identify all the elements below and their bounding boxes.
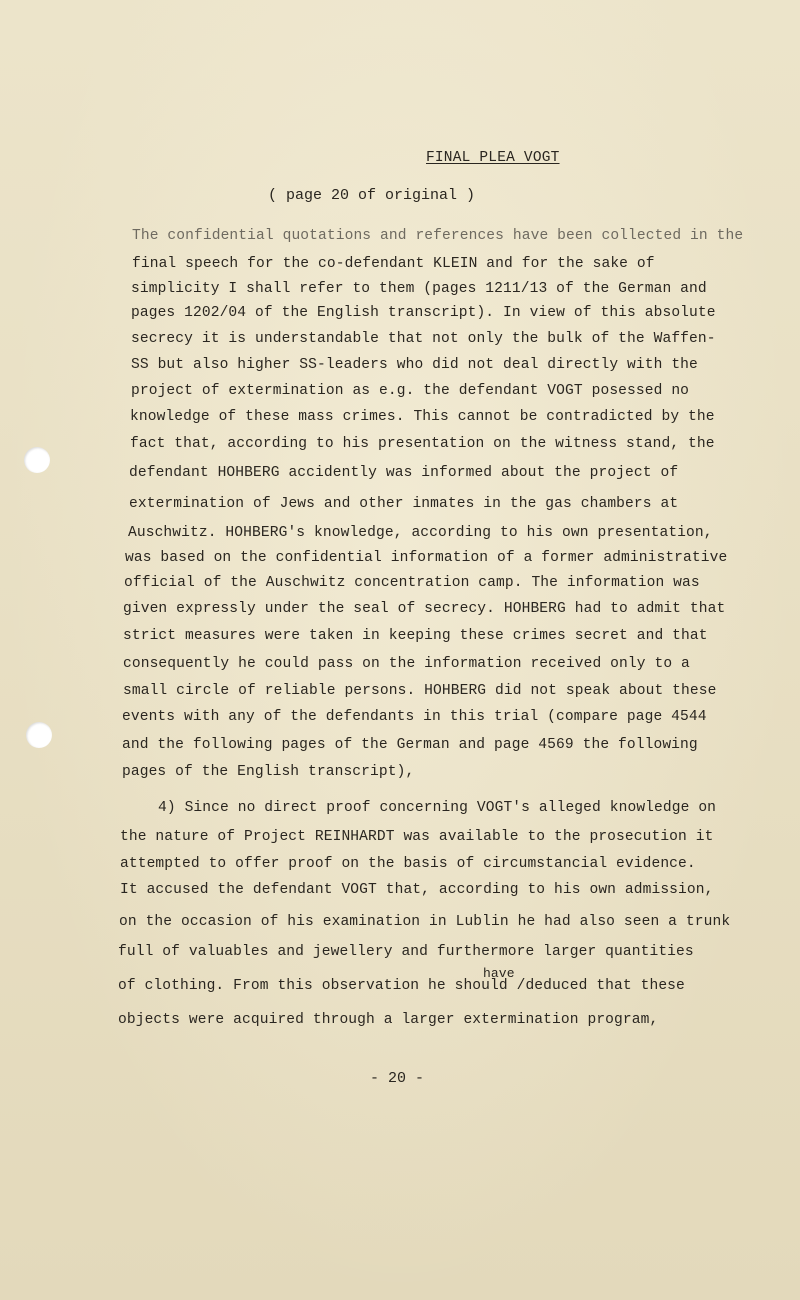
text-line: on the occasion of his examination in Lublin he had also seen a trunk <box>119 914 731 930</box>
text-line: The confidential quotations and references have been collected in the <box>132 228 744 244</box>
page-number: - 20 - <box>370 1070 425 1087</box>
text-line: full of valuables and jewellery and furthermore larger quantities <box>118 944 694 960</box>
text-line: objects were acquired through a larger extermination program, <box>118 1012 659 1028</box>
interlinear-insertion: have <box>483 966 515 981</box>
text-line: pages of the English transcript), <box>122 764 415 780</box>
text-line: of clothing. From this observation he should /deduced that these <box>118 978 685 994</box>
text-line: small circle of reliable persons. HOHBERG did not speak about these <box>123 683 717 699</box>
text-line: official of the Auschwitz concentration camp. The information was <box>124 575 700 591</box>
text-line: Auschwitz. HOHBERG's knowledge, according to his own presentation, <box>128 525 713 541</box>
text-line: attempted to offer proof on the basis of circumstancial evidence. <box>120 856 696 872</box>
text-line: the nature of Project REINHARDT was available to the prosecution it <box>120 829 714 845</box>
text-line: secrecy it is understandable that not only the bulk of the Waffen- <box>131 331 716 347</box>
text-line: extermination of Jews and other inmates in the gas chambers at <box>129 496 679 512</box>
text-line: was based on the confidential information of a former administrative <box>125 550 728 566</box>
text-line: fact that, according to his presentation on the witness stand, the <box>130 436 715 452</box>
text-line: consequently he could pass on the information received only to a <box>123 656 690 672</box>
text-line: given expressly under the seal of secrecy. HOHBERG had to admit that <box>123 601 726 617</box>
text-line: project of extermination as e.g. the defendant VOGT posessed no <box>131 383 690 399</box>
page-reference: ( page 20 of original ) <box>268 187 476 204</box>
text-line: It accused the defendant VOGT that, according to his own admission, <box>120 882 714 898</box>
text-line: SS but also higher SS-leaders who did not deal directly with the <box>131 357 698 373</box>
punch-hole-top <box>24 447 50 473</box>
text-line: events with any of the defendants in this trial (compare page 4544 <box>122 709 707 725</box>
document-title: FINAL PLEA VOGT <box>426 150 560 166</box>
text-line: defendant HOHBERG accidently was informed about the project of <box>129 465 679 481</box>
punch-hole-bottom <box>26 722 52 748</box>
text-line: pages 1202/04 of the English transcript). In view of this absolute <box>131 305 716 321</box>
text-line: strict measures were taken in keeping these crimes secret and that <box>123 628 708 644</box>
text-line: simplicity I shall refer to them (pages 1211/13 of the German and <box>131 281 707 297</box>
text-line: and the following pages of the German and page 4569 the following <box>122 737 698 753</box>
text-line: 4) Since no direct proof concerning VOGT's alleged knowledge on <box>158 800 717 816</box>
text-line: knowledge of these mass crimes. This cannot be contradicted by the <box>130 409 715 425</box>
text-line: final speech for the co-defendant KLEIN and for the sake of <box>132 256 655 272</box>
